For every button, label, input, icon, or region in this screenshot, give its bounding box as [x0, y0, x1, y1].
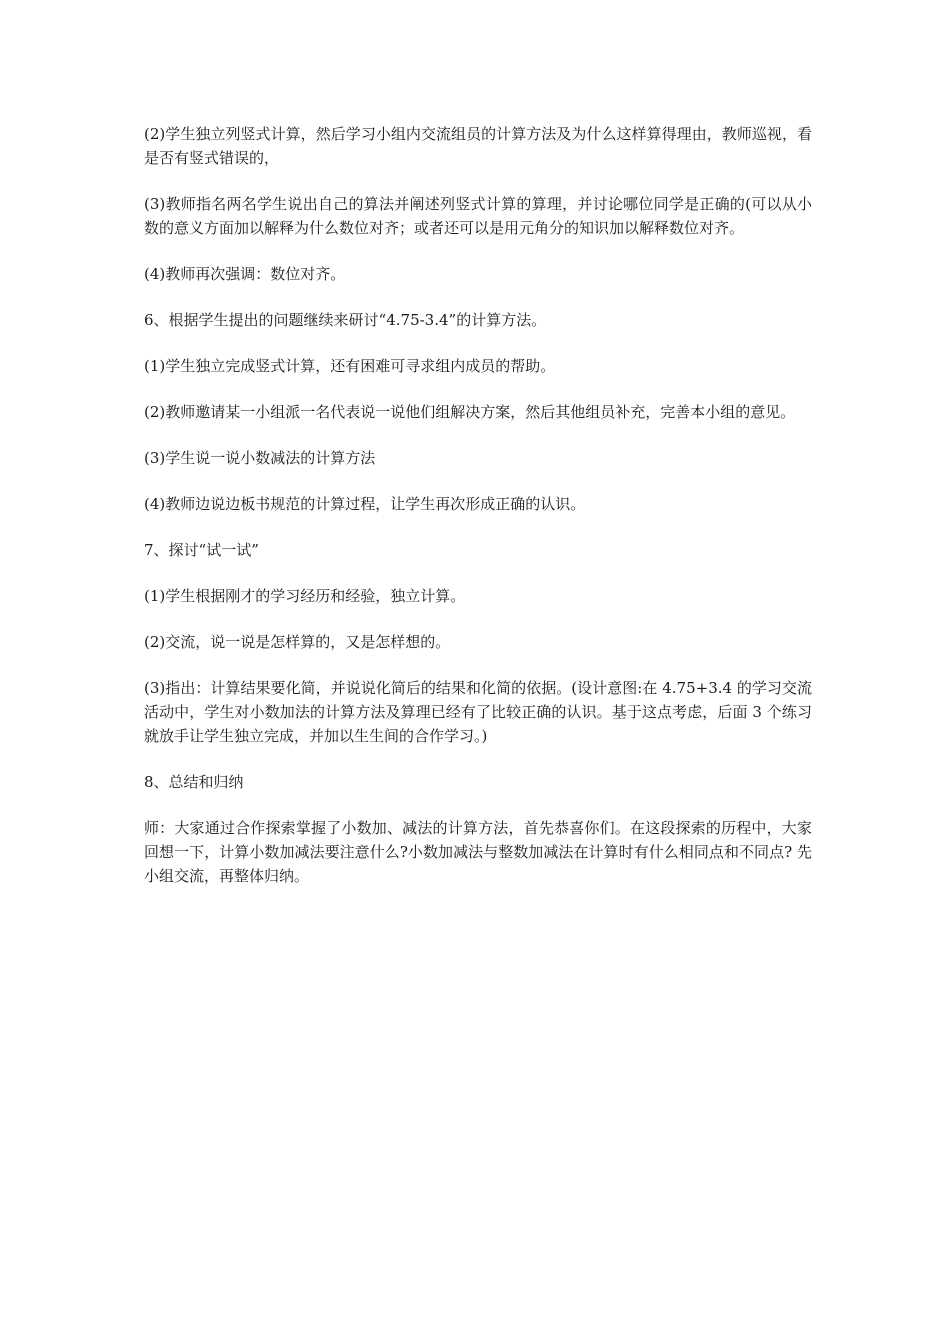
paragraph-7-3: (3)指出：计算结果要化简，并说说化简后的结果和化简的依据。(设计意图:在 4.75+3.4 的学习交流活动中，学生对小数加法的计算方法及算理已经有了比较正确的认识。基于这点考虑，后面 3 个练习就放手让学生独立完成，并加以生生间的合作学习。)	[144, 679, 812, 745]
paragraph-7-1: (1)学生根据刚才的学习经历和经验，独立计算。	[144, 587, 466, 605]
section-heading-7: 7、探讨“试一试”	[144, 541, 259, 559]
section-heading-8: 8、总结和归纳	[144, 773, 244, 791]
section-heading-6: 6、根据学生提出的问题继续来研讨“4.75-3.4”的计算方法。	[144, 311, 547, 329]
paragraph-step-4-emphasize: (4)教师再次强调：数位对齐。	[144, 265, 346, 283]
paragraph-7-2: (2)交流，说一说是怎样算的，又是怎样想的。	[144, 633, 451, 651]
paragraph-6-1: (1)学生独立完成竖式计算，还有困难可寻求组内成员的帮助。	[144, 357, 556, 375]
paragraph-6-3: (3)学生说一说小数减法的计算方法	[144, 449, 376, 467]
document-page	[144, 122, 812, 910]
paragraph-8-summary: 师：大家通过合作探索掌握了小数加、减法的计算方法，首先恭喜你们。在这段探索的历程中，大家回想一下，计算小数加减法要注意什么?小数加减法与整数加减法在计算时有什么相同点和不同点? 先小组交流，再整体归纳。	[144, 819, 812, 885]
paragraph-6-2: (2)教师邀请某一小组派一名代表说一说他们组解决方案，然后其他组员补充，完善本小组的意见。	[144, 403, 796, 421]
paragraph-step-3-explain-algorithm: (3)教师指名两名学生说出自己的算法并阐述列竖式计算的算理，并讨论哪位同学是正确的(可以从小数的意义方面加以解释为什么数位对齐；或者还可以是用元角分的知识加以解释数位对齐。	[144, 195, 812, 237]
paragraph-step-2-vertical-calc: (2)学生独立列竖式计算，然后学习小组内交流组员的计算方法及为什么这样算得理由，教师巡视，看是否有竖式错误的，	[144, 125, 812, 167]
paragraph-6-4: (4)教师边说边板书规范的计算过程，让学生再次形成正确的认识。	[144, 495, 586, 513]
